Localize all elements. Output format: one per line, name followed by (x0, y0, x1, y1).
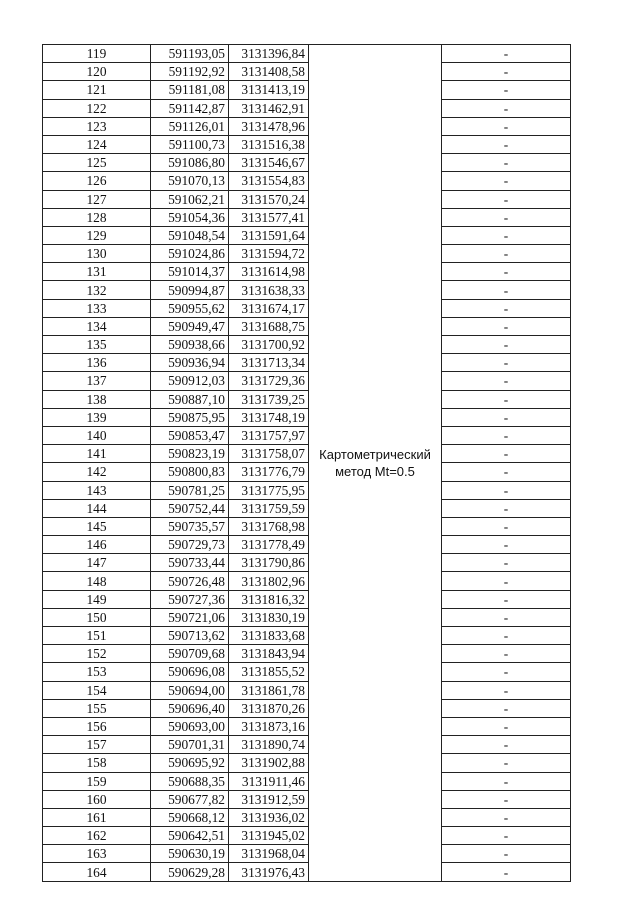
coordinate-y: 3131413,19 (229, 81, 309, 99)
point-number: 123 (43, 117, 151, 135)
coordinate-y: 3131936,02 (229, 808, 309, 826)
note-dash: - (442, 645, 571, 663)
coordinate-y: 3131790,86 (229, 554, 309, 572)
point-number: 134 (43, 317, 151, 335)
point-number: 133 (43, 299, 151, 317)
note-dash: - (442, 481, 571, 499)
coordinate-y: 3131912,59 (229, 790, 309, 808)
coordinate-x: 591142,87 (151, 99, 229, 117)
point-number: 137 (43, 372, 151, 390)
coordinate-y: 3131570,24 (229, 190, 309, 208)
note-dash: - (442, 608, 571, 626)
coordinate-y: 3131833,68 (229, 627, 309, 645)
coordinate-y: 3131591,64 (229, 226, 309, 244)
coordinates-table (42, 44, 571, 882)
table-row (43, 554, 571, 572)
coordinate-y: 3131594,72 (229, 245, 309, 263)
table-row (43, 499, 571, 517)
coordinate-y: 3131462,91 (229, 99, 309, 117)
point-number: 131 (43, 263, 151, 281)
point-number: 122 (43, 99, 151, 117)
coordinate-x: 590936,94 (151, 354, 229, 372)
coordinate-y: 3131700,92 (229, 336, 309, 354)
coordinate-x: 590853,47 (151, 426, 229, 444)
table-row (43, 226, 571, 244)
note-dash: - (442, 99, 571, 117)
coordinate-x: 591126,01 (151, 117, 229, 135)
point-number: 143 (43, 481, 151, 499)
coordinate-x: 591070,13 (151, 172, 229, 190)
coordinate-x: 590630,19 (151, 845, 229, 863)
coordinate-y: 3131638,33 (229, 281, 309, 299)
coordinate-y: 3131870,26 (229, 699, 309, 717)
coordinate-x: 590677,82 (151, 790, 229, 808)
note-dash: - (442, 445, 571, 463)
coordinate-y: 3131546,67 (229, 154, 309, 172)
coordinate-y: 3131408,58 (229, 63, 309, 81)
coordinate-x: 590696,08 (151, 663, 229, 681)
table-row (43, 827, 571, 845)
table-row (43, 154, 571, 172)
coordinate-y: 3131674,17 (229, 299, 309, 317)
note-dash: - (442, 572, 571, 590)
point-number: 139 (43, 408, 151, 426)
coordinate-x: 590709,68 (151, 645, 229, 663)
table-row (43, 135, 571, 153)
coordinate-x: 591193,05 (151, 45, 229, 63)
point-number: 119 (43, 45, 151, 63)
note-dash: - (442, 81, 571, 99)
table-row (43, 99, 571, 117)
coordinate-x: 591054,36 (151, 208, 229, 226)
coordinate-y: 3131759,59 (229, 499, 309, 517)
coordinate-y: 3131776,79 (229, 463, 309, 481)
coordinate-x: 590701,31 (151, 736, 229, 754)
point-number: 163 (43, 845, 151, 863)
point-number: 132 (43, 281, 151, 299)
coordinate-x: 590800,83 (151, 463, 229, 481)
coordinates-table-body (43, 45, 571, 882)
coordinate-x: 590875,95 (151, 408, 229, 426)
note-dash: - (442, 154, 571, 172)
note-dash: - (442, 299, 571, 317)
table-row (43, 245, 571, 263)
table-row (43, 408, 571, 426)
table-row (43, 445, 571, 463)
point-number: 129 (43, 226, 151, 244)
note-dash: - (442, 372, 571, 390)
table-row (43, 45, 571, 63)
coordinate-y: 3131890,74 (229, 736, 309, 754)
coordinate-x: 591048,54 (151, 226, 229, 244)
table-row (43, 354, 571, 372)
table-row (43, 390, 571, 408)
coordinate-y: 3131757,97 (229, 426, 309, 444)
table-row (43, 208, 571, 226)
coordinate-x: 590938,66 (151, 336, 229, 354)
table-row (43, 572, 571, 590)
coordinate-x: 591100,73 (151, 135, 229, 153)
point-number: 157 (43, 736, 151, 754)
point-number: 152 (43, 645, 151, 663)
table-row (43, 754, 571, 772)
table-row (43, 117, 571, 135)
note-dash: - (442, 772, 571, 790)
point-number: 121 (43, 81, 151, 99)
note-dash: - (442, 172, 571, 190)
coordinate-y: 3131713,34 (229, 354, 309, 372)
note-dash: - (442, 681, 571, 699)
table-row (43, 627, 571, 645)
coordinate-x: 590727,36 (151, 590, 229, 608)
note-dash: - (442, 790, 571, 808)
coordinate-x: 590688,35 (151, 772, 229, 790)
coordinate-x: 591181,08 (151, 81, 229, 99)
coordinate-y: 3131855,52 (229, 663, 309, 681)
point-number: 150 (43, 608, 151, 626)
point-number: 154 (43, 681, 151, 699)
coordinate-x: 590735,57 (151, 517, 229, 535)
point-number: 149 (43, 590, 151, 608)
table-row (43, 590, 571, 608)
coordinate-x: 591014,37 (151, 263, 229, 281)
note-dash: - (442, 408, 571, 426)
note-dash: - (442, 463, 571, 481)
table-row (43, 481, 571, 499)
point-number: 159 (43, 772, 151, 790)
note-dash: - (442, 426, 571, 444)
coordinate-x: 590713,62 (151, 627, 229, 645)
coordinate-x: 591062,21 (151, 190, 229, 208)
coordinate-y: 3131775,95 (229, 481, 309, 499)
note-dash: - (442, 226, 571, 244)
point-number: 138 (43, 390, 151, 408)
note-dash: - (442, 208, 571, 226)
table-row (43, 645, 571, 663)
coordinate-x: 590955,62 (151, 299, 229, 317)
point-number: 142 (43, 463, 151, 481)
coordinate-y: 3131739,25 (229, 390, 309, 408)
note-dash: - (442, 517, 571, 535)
note-dash: - (442, 590, 571, 608)
coordinate-x: 590693,00 (151, 717, 229, 735)
point-number: 160 (43, 790, 151, 808)
note-dash: - (442, 554, 571, 572)
note-dash: - (442, 190, 571, 208)
note-dash: - (442, 263, 571, 281)
table-row (43, 426, 571, 444)
note-dash: - (442, 336, 571, 354)
point-number: 120 (43, 63, 151, 81)
table-row (43, 699, 571, 717)
coordinate-x: 590733,44 (151, 554, 229, 572)
coordinate-x: 590752,44 (151, 499, 229, 517)
note-dash: - (442, 663, 571, 681)
point-number: 155 (43, 699, 151, 717)
table-row (43, 663, 571, 681)
table-row (43, 317, 571, 335)
coordinate-y: 3131577,41 (229, 208, 309, 226)
table-row (43, 463, 571, 481)
coordinate-y: 3131902,88 (229, 754, 309, 772)
point-number: 145 (43, 517, 151, 535)
note-dash: - (442, 863, 571, 881)
coordinate-y: 3131802,96 (229, 572, 309, 590)
note-dash: - (442, 135, 571, 153)
coordinate-y: 3131873,16 (229, 717, 309, 735)
coordinate-y: 3131830,19 (229, 608, 309, 626)
coordinate-x: 590629,28 (151, 863, 229, 881)
coordinate-x: 590781,25 (151, 481, 229, 499)
note-dash: - (442, 63, 571, 81)
table-row (43, 808, 571, 826)
note-dash: - (442, 808, 571, 826)
table-row (43, 63, 571, 81)
note-dash: - (442, 699, 571, 717)
point-number: 164 (43, 863, 151, 881)
coordinate-x: 590726,48 (151, 572, 229, 590)
table-row (43, 536, 571, 554)
point-number: 156 (43, 717, 151, 735)
coordinate-y: 3131554,83 (229, 172, 309, 190)
table-row (43, 372, 571, 390)
table-row (43, 81, 571, 99)
point-number: 126 (43, 172, 151, 190)
point-number: 151 (43, 627, 151, 645)
coordinate-y: 3131729,36 (229, 372, 309, 390)
point-number: 141 (43, 445, 151, 463)
note-dash: - (442, 390, 571, 408)
note-dash: - (442, 736, 571, 754)
coordinate-x: 590729,73 (151, 536, 229, 554)
note-dash: - (442, 717, 571, 735)
coordinate-y: 3131748,19 (229, 408, 309, 426)
point-number: 153 (43, 663, 151, 681)
table-row (43, 263, 571, 281)
note-dash: - (442, 45, 571, 63)
note-dash: - (442, 499, 571, 517)
coordinate-x: 590642,51 (151, 827, 229, 845)
table-row (43, 863, 571, 881)
table-row (43, 717, 571, 735)
point-number: 130 (43, 245, 151, 263)
point-number: 147 (43, 554, 151, 572)
table-row (43, 172, 571, 190)
point-number: 128 (43, 208, 151, 226)
coordinate-y: 3131816,32 (229, 590, 309, 608)
note-dash: - (442, 281, 571, 299)
note-dash: - (442, 245, 571, 263)
coordinate-x: 590887,10 (151, 390, 229, 408)
coordinate-x: 591192,92 (151, 63, 229, 81)
point-number: 140 (43, 426, 151, 444)
note-dash: - (442, 536, 571, 554)
coordinate-x: 590696,40 (151, 699, 229, 717)
coordinate-y: 3131396,84 (229, 45, 309, 63)
coordinate-x: 590994,87 (151, 281, 229, 299)
coordinate-x: 590823,19 (151, 445, 229, 463)
point-number: 127 (43, 190, 151, 208)
table-row (43, 845, 571, 863)
point-number: 124 (43, 135, 151, 153)
note-dash: - (442, 754, 571, 772)
coordinate-y: 3131968,04 (229, 845, 309, 863)
table-row (43, 736, 571, 754)
coordinate-y: 3131945,02 (229, 827, 309, 845)
table-row (43, 190, 571, 208)
point-number: 144 (43, 499, 151, 517)
coordinate-x: 590949,47 (151, 317, 229, 335)
point-number: 135 (43, 336, 151, 354)
coordinate-x: 590721,06 (151, 608, 229, 626)
coordinate-x: 591024,86 (151, 245, 229, 263)
coordinate-y: 3131768,98 (229, 517, 309, 535)
note-dash: - (442, 117, 571, 135)
table-row (43, 336, 571, 354)
note-dash: - (442, 317, 571, 335)
table-row (43, 517, 571, 535)
note-dash: - (442, 354, 571, 372)
coordinate-x: 590668,12 (151, 808, 229, 826)
coordinate-y: 3131688,75 (229, 317, 309, 335)
table-row (43, 608, 571, 626)
point-number: 162 (43, 827, 151, 845)
point-number: 161 (43, 808, 151, 826)
coordinate-y: 3131861,78 (229, 681, 309, 699)
method-cell: Картометрический метод Mt=0.5 (309, 45, 442, 882)
note-dash: - (442, 827, 571, 845)
point-number: 125 (43, 154, 151, 172)
coordinate-y: 3131843,94 (229, 645, 309, 663)
coordinate-y: 3131614,98 (229, 263, 309, 281)
coordinate-y: 3131478,96 (229, 117, 309, 135)
coordinate-y: 3131976,43 (229, 863, 309, 881)
point-number: 148 (43, 572, 151, 590)
coordinate-y: 3131516,38 (229, 135, 309, 153)
table-row (43, 281, 571, 299)
note-dash: - (442, 627, 571, 645)
table-row (43, 790, 571, 808)
coordinate-y: 3131911,46 (229, 772, 309, 790)
table-row (43, 299, 571, 317)
coordinate-x: 591086,80 (151, 154, 229, 172)
table-row (43, 772, 571, 790)
note-dash: - (442, 845, 571, 863)
coordinate-y: 3131758,07 (229, 445, 309, 463)
table-row (43, 681, 571, 699)
coordinate-y: 3131778,49 (229, 536, 309, 554)
coordinate-x: 590694,00 (151, 681, 229, 699)
coordinate-x: 590912,03 (151, 372, 229, 390)
coordinate-x: 590695,92 (151, 754, 229, 772)
point-number: 136 (43, 354, 151, 372)
point-number: 158 (43, 754, 151, 772)
point-number: 146 (43, 536, 151, 554)
